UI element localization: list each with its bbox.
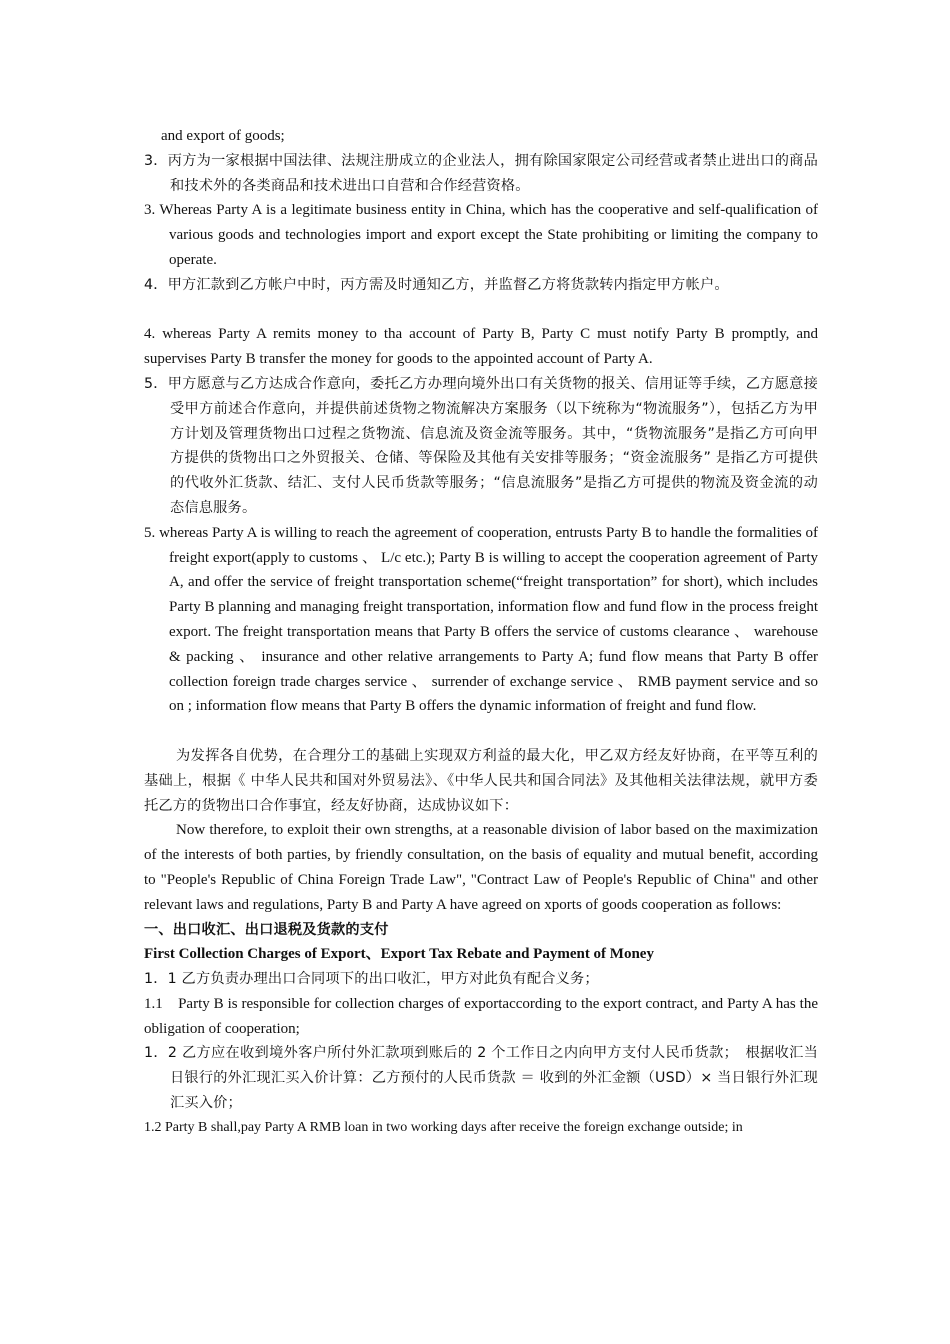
blank-line (144, 719, 818, 744)
clause-5-cn: 5．甲方愿意与乙方达成合作意向，委托乙方办理向境外出口有关货物的报关、信用证等手续，乙方愿意接受甲方前述合作意向，并提供前述货物之物流解决方案服务（以下统称为“物流服务”），包括乙方为甲方计划及管理货物出口过程之货物流、信息流及资金流等服务。其中，“货物流服务”是指乙方可向甲方提供的货物出口之外贸报关、仓储、等保险及其他有关安排等服务；“资金流服务” 是指乙方可提供的代收外汇货款、结汇、支付人民币货款等服务；“信息流服务”是指乙方可提供的物流及资金流的动态信息服务。 (144, 375, 818, 516)
document-page (144, 124, 818, 1141)
clause-1-2-en: 1.2 Party B shall,pay Party A RMB loan in two working days after receive the foreign exchange outside; in (144, 1119, 743, 1135)
clause-5-en: 5. whereas Party A is willing to reach the agreement of cooperation, entrusts Party B to handle the formalities of freight export(apply to customs 、 L/c etc.); Party B is willing to accept the cooperation agreement of Party A, and offer the service of freight transportation scheme(“freight transportation” for short), which includes Party B planning and managing freight transportation, information flow and fund flow in the process freight export. The freight transportation means that Party B offers the service of customs clearance 、 warehouse & packing 、 insurance and other relative arrangements to Party A; fund flow means that Party B offer collection foreign trade charges service 、 surrender of exchange service 、 RMB payment service and so on ; information flow means that Party B offers the dynamic information of freight and fund flow. (144, 524, 818, 715)
clause-1-2-cn: 1．2 乙方应在收到境外客户所付外汇款项到账后的 2 个工作日之内向甲方支付人民币货款； 根据收汇当日银行的外汇现汇买入价计算：乙方预付的人民币货款 ＝ 收到的外汇金额（USD）× 当日银行外汇现汇买入价； (144, 1045, 818, 1112)
clause-1-1-en: 1.1 Party B is responsible for collection charges of exportaccording to the export contract, and Party A has the obligation of cooperation; (144, 995, 818, 1037)
preamble-en: Now therefore, to exploit their own strengths, at a reasonable division of labor based on the maximization of the interests of both parties, by friendly consultation, on the basis of equality and mutual benefit, according to "People's Republic of China Foreign Trade Law", "Contract Law of People's Republic of China" and other relevant laws and regulations, Party B and Party A have agreed on xports of goods cooperation as follows: (144, 822, 818, 913)
preamble-cn: 为发挥各自优势，在合理分工的基础上实现双方利益的最大化，甲乙双方经友好协商，在平等互利的基础上，根据《 中华人民共和国对外贸易法》、《中华人民共和国合同法》及其他相关法律法规，就甲方委托乙方的货物出口合作事宜，经友好协商，达成协议如下： (144, 747, 818, 814)
clause-4-cn: 4．甲方汇款到乙方帐户中时，丙方需及时通知乙方，并监督乙方将货款转内指定甲方帐户。 (144, 276, 729, 293)
clause-3-en: 3. Whereas Party A is a legitimate business entity in China, which has the cooperative and self-qualification of various goods and technologies import and export except the State prohibiting or limiting the company to operate. (144, 202, 818, 268)
section-1-heading-cn: 一、出口收汇、出口退税及货款的支付 (144, 921, 389, 938)
clause-3-cn: 3．丙方为一家根据中国法律、法规注册成立的企业法人，拥有除国家限定公司经营或者禁止进出口的商品和技术外的各类商品和技术进出口自营和合作经营资格。 (144, 152, 818, 194)
clause-1-1-cn: 1．1 乙方负责办理出口合同项下的出口收汇，甲方对此负有配合义务； (144, 971, 599, 988)
blank-line (144, 298, 818, 323)
clause-4-en: 4. whereas Party A remits money to tha account of Party B, Party C must notify Party B promptly, and supervises Party B transfer the money for goods to the appointed account of Party A. (144, 326, 818, 368)
paragraph-continuation: and export of goods; (161, 128, 285, 144)
section-1-heading-en: First Collection Charges of Export、Export Tax Rebate and Payment of Money (144, 946, 654, 963)
